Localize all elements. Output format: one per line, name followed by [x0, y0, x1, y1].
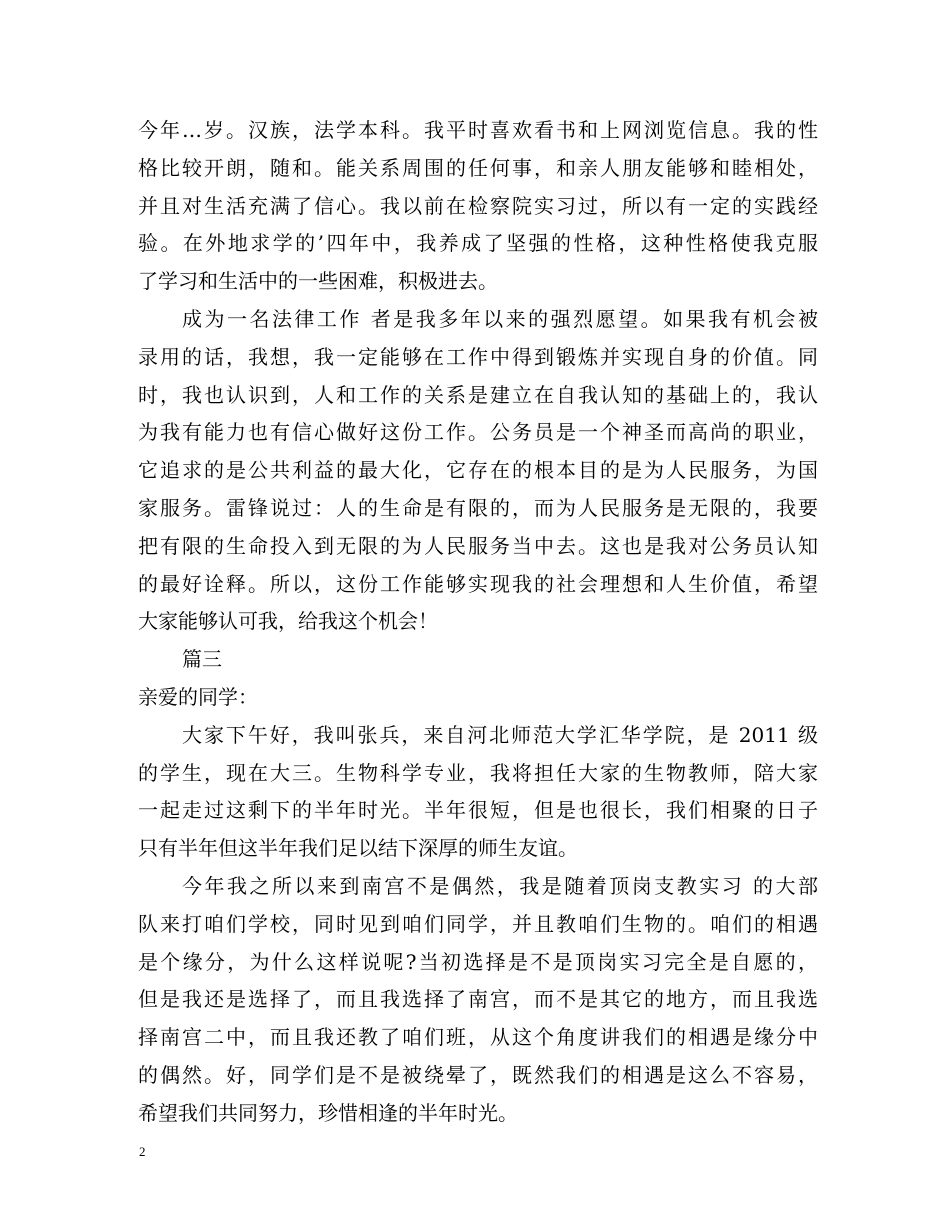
text-line: 家服务。雷锋说过：人的生命是有限的，而为人民服务是无限的，我要 — [138, 495, 818, 520]
text-line: 大家能够认可我，给我这个机会！ — [138, 609, 438, 634]
text-line: 择南宫二中，而且我还教了咱们班，从这个角度讲我们的相遇是缘分中 — [138, 1025, 818, 1050]
page-number: 2 — [139, 1144, 146, 1159]
text-line: 一起走过这剩下的半年时光。半年很短，但是也很长，我们相聚的日子 — [138, 798, 818, 823]
text-line: 希望我们共同努力，珍惜相逢的半年时光。 — [138, 1100, 518, 1125]
body-text — [138, 112, 818, 1133]
text-line: 的偶然。好，同学们是不是被绕晕了，既然我们的相遇是这么不容易， — [138, 1062, 818, 1087]
text-line: 只有半年但这半年我们足以结下深厚的师生友谊。 — [138, 836, 578, 861]
text-line: 亲爱的同学： — [138, 684, 258, 709]
text-line: 为我有能力也有信心做好这份工作。公务员是一个神圣而高尚的职业， — [138, 420, 818, 445]
text-line: 的学生，现在大三。生物科学专业，我将担任大家的生物教师，陪大家 — [138, 760, 818, 785]
text-line: 大家下午好，我叫张兵，来自河北师范大学汇华学院，是 2011 级 — [182, 722, 818, 747]
text-line: 是个缘分，为什么这样说呢?当初选择是不是顶岗实习完全是自愿的， — [138, 949, 818, 974]
text-line: 并且对生活充满了信心。我以前在检察院实习过，所以有一定的实践经 — [138, 193, 818, 218]
text-line: 今年我之所以来到南宫不是偶然，我是随着顶岗支教实习 的大部 — [182, 873, 818, 898]
text-line: 但是我还是选择了，而且我选择了南宫，而不是其它的地方，而且我选 — [138, 987, 818, 1012]
text-line: 它追求的是公共利益的最大化，它存在的根本目的是为人民服务，为国 — [138, 458, 818, 483]
text-line: 格比较开朗，随和。能关系周围的任何事，和亲人朋友能够和睦相处， — [138, 155, 818, 180]
text-line: 录用的话，我想，我一定能够在工作中得到锻炼并实现自身的价值。同 — [138, 344, 818, 369]
text-line: 篇三 — [182, 647, 222, 672]
text-line: 成为一名法律工作 者是我多年以来的强烈愿望。如果我有机会被 — [182, 306, 818, 331]
text-line: 了学习和生活中的一些困难，积极进去。 — [138, 269, 498, 294]
text-line: 验。在外地求学的’四年中，我养成了坚强的性格，这种性格使我克服 — [138, 231, 818, 256]
text-line: 把有限的生命投入到无限的为人民服务当中去。这也是我对公务员认知 — [138, 533, 818, 558]
text-line: 时，我也认识到，人和工作的关系是建立在自我认知的基础上的，我认 — [138, 382, 818, 407]
text-line: 的最好诠释。所以，这份工作能够实现我的社会理想和人生价值，希望 — [138, 571, 818, 596]
text-line: 队来打咱们学校，同时见到咱们同学，并且教咱们生物的。咱们的相遇 — [138, 911, 818, 936]
text-line: 今年…岁。汉族，法学本科。我平时喜欢看书和上网浏览信息。我的性 — [138, 118, 818, 142]
